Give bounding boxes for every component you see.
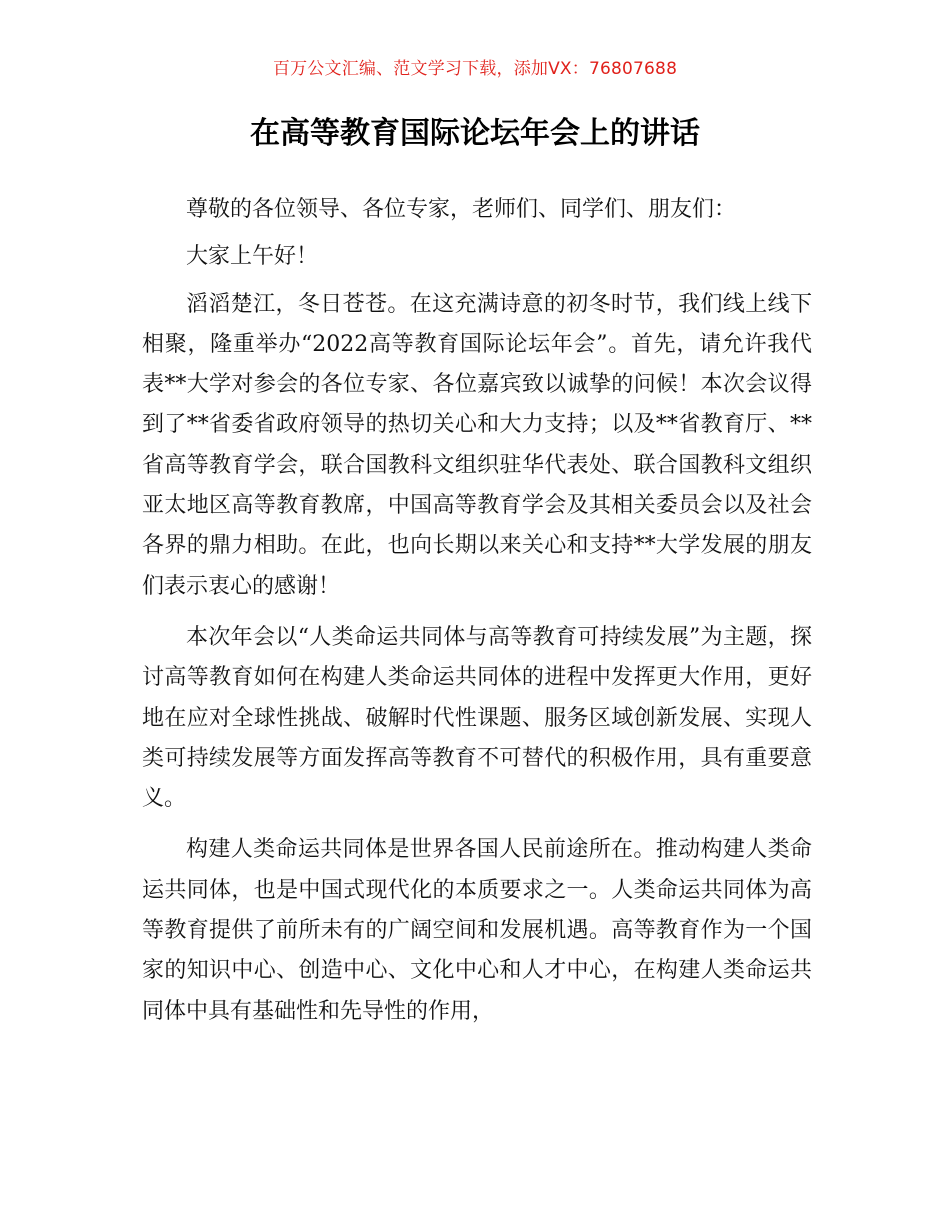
body-paragraph: 构建人类命运共同体是世界各国人民前途所在。推动构建人类命运共同体，也是中国式现代化的本质要求之一。人类命运共同体为高等教育提供了前所未有的广阔空间和发展机遇。高等教育作为一个国家的知识中心、创造中心、文化中心和人才中心，在构建人类命运共同体中具有基础性和先导性的作用， [142, 837, 812, 1024]
document-title: 在高等教育国际论坛年会上的讲话 [250, 116, 700, 151]
header-watermark-note: 百万公文汇编、范文学习下载，添加VX：76807688 [272, 59, 678, 79]
body-paragraph: 滔滔楚江，冬日苍苍。在这充满诗意的初冬时节，我们线上线下相聚，隆重举办“2022高等教育国际论坛年会”。首先，请允许我代表**大学对参会的各位专家、各位嘉宾致以诚挚的问候！本次会议得到了**省委省政府领导的热切关心和大力支持；以及**省教育厅、**省高等教育学会，联合国教科文组织驻华代表处、联合国教科文组织亚太地区高等教育教席，中国高等教育学会及其相关委员会以及社会各界的鼎力相助。在此，也向长期以来关心和支持**大学发展的朋友们表示衷心的感谢！ [142, 291, 813, 599]
greeting-paragraph: 大家上午好！ [186, 244, 319, 270]
document-body [142, 190, 812, 1043]
body-paragraph: 本次年会以“人类命运共同体与高等教育可持续发展”为主题，探讨高等教育如何在构建人类命运共同体的进程中发挥更大作用，更好地在应对全球性挑战、破解时代性课题、服务区域创新发展、实现人类可持续发展等方面发挥高等教育不可替代的积极作用，具有重要意义。 [142, 624, 812, 812]
salutation-paragraph: 尊敬的各位领导、各位专家，老师们、同学们、朋友们： [186, 197, 737, 222]
